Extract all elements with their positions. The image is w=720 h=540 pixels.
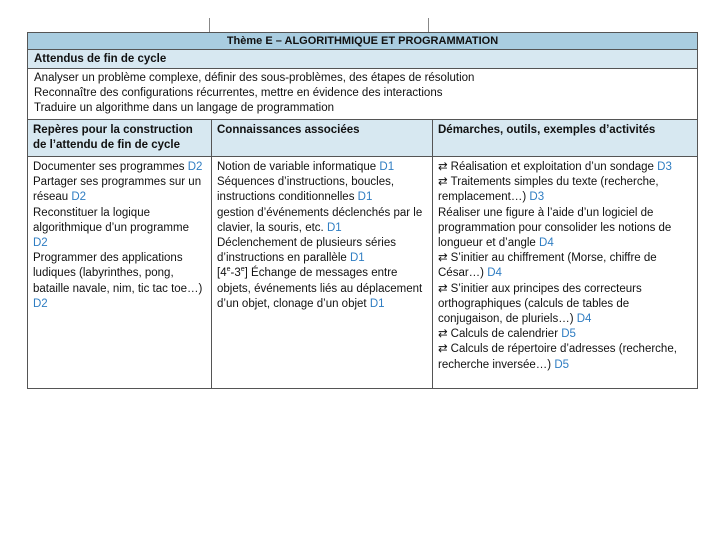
stub-divider [428, 18, 429, 32]
demarche-item: Réaliser une figure à l’aide d’un logiciel de programmation pour consolider les notions de longueur et d’angle D4 [438, 206, 672, 250]
reperes-heading: Repères pour la construction de l’attendu de fin de cycle [28, 120, 211, 157]
stub-divider [209, 18, 210, 32]
demarche-item: ⇄ S’initier aux principes des correcteurs orthographiques (calculs de tables de conjugaison, de pluriels…) D4 [438, 282, 642, 326]
domain-tag: D2 [33, 237, 48, 250]
previous-table-stub [0, 0, 720, 32]
domain-tag: D4 [487, 267, 502, 280]
demarches-heading: Démarches, outils, exemples d’activités [432, 120, 697, 157]
attendus-list [28, 69, 697, 120]
repere-item: Programmer des applications ludiques (labyrinthes, pong, bataille navale, nim, tic tac toe…) D2 [33, 252, 203, 310]
connaissance-item: Notion de variable informatique D1 [217, 161, 395, 173]
domain-tag: D1 [326, 221, 342, 234]
demarches-column [432, 157, 697, 388]
exchange-arrow-icon: ⇄ [438, 282, 448, 295]
domain-tag: D2 [71, 191, 87, 204]
repere-item: Documenter ses programmes D2 [33, 161, 203, 173]
repere-item: Reconstituer la logique algorithmique d’un programme D2 [33, 206, 189, 250]
exchange-arrow-icon: ⇄ [438, 176, 448, 189]
connaissances-heading: Connaissances associées [211, 120, 432, 157]
connaissance-item: gestion d’événements déclenchés par le clavier, la souris, etc. D1 [217, 206, 423, 234]
connaissance-item: [4e-3e] Échange de messages entre objets, événements liés au déplacement d’un objet, clonage d’un objet D1 [217, 266, 423, 310]
reperes-column [28, 157, 211, 388]
domain-tag: D3 [529, 191, 545, 204]
exchange-arrow-icon: ⇄ [438, 343, 448, 356]
curriculum-table [27, 32, 698, 389]
exchange-arrow-icon: ⇄ [438, 252, 448, 265]
attendus-line: Traduire un algorithme dans un langage de programmation [34, 102, 335, 114]
domain-tag: D5 [554, 358, 570, 371]
attendus-heading: Attendus de fin de cycle [28, 50, 697, 69]
domain-tag: D4 [539, 237, 554, 250]
attendus-line: Analyser un problème complexe, définir des sous-problèmes, des étapes de résolution [34, 72, 475, 84]
domain-tag: D1 [349, 252, 365, 265]
domain-tag: D1 [357, 191, 373, 204]
columns-grid [28, 120, 697, 388]
attendus-line: Reconnaître des configurations récurrentes, mettre en évidence des interactions [34, 87, 443, 99]
exchange-arrow-icon: ⇄ [438, 161, 448, 173]
connaissances-column [211, 157, 432, 388]
demarche-item: ⇄ Calculs de calendrier D5 [438, 328, 576, 341]
domain-tag: D1 [369, 297, 385, 310]
connaissance-item: Déclenchement de plusieurs séries d’instructions en parallèle D1 [217, 237, 396, 265]
domain-tag: D1 [379, 161, 395, 173]
domain-tag: D5 [561, 328, 576, 341]
level-range: [4e-3e] [217, 266, 252, 280]
domain-tag: D3 [657, 161, 672, 173]
demarche-item: ⇄ Calculs de répertoire d’adresses (recherche, recherche inversée…) D5 [438, 343, 677, 371]
theme-title: Thème E – ALGORITHMIQUE ET PROGRAMMATION [28, 33, 697, 50]
demarche-item: ⇄ Traitements simples du texte (recherche, remplacement…) D3 [438, 176, 659, 204]
domain-tag: D2 [33, 297, 48, 310]
repere-item: Partager ses programmes sur un réseau D2 [33, 176, 202, 204]
demarche-item: ⇄ Réalisation et exploitation d’un sondage D3 [438, 161, 672, 173]
domain-tag: D2 [187, 161, 203, 173]
connaissance-item: Séquences d’instructions, boucles, instructions conditionnelles D1 [217, 176, 395, 204]
demarche-item: ⇄ S’initier au chiffrement (Morse, chiffre de César…) D4 [438, 252, 657, 280]
domain-tag: D4 [576, 313, 592, 326]
exchange-arrow-icon: ⇄ [438, 328, 448, 341]
